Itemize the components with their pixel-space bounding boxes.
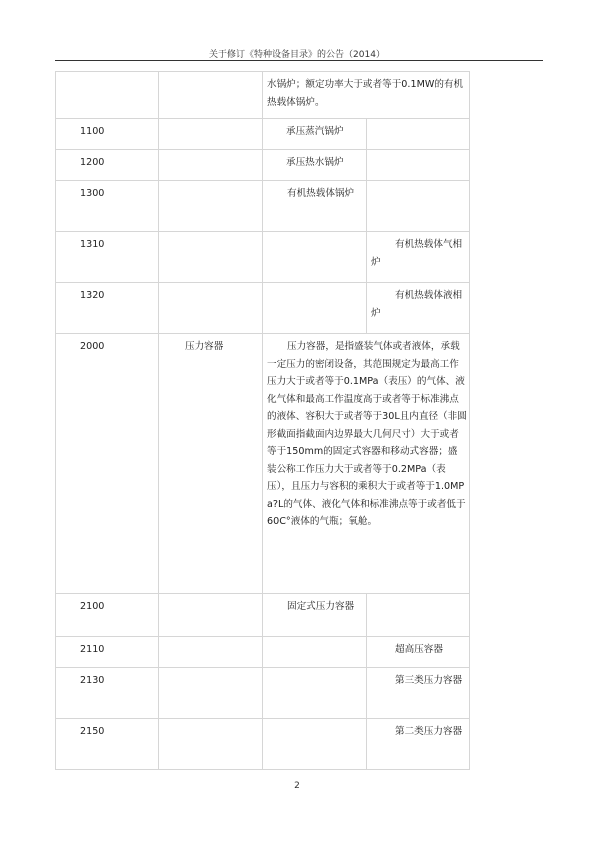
category-cell — [159, 594, 263, 637]
type-cell — [263, 668, 367, 719]
code-cell: 2000 — [56, 334, 159, 594]
type-cell: 承压蒸汽锅炉 — [263, 119, 367, 150]
variety-label: 第二类压力容器 — [395, 726, 463, 737]
code-cell: 1200 — [56, 150, 159, 181]
table-row — [56, 283, 470, 334]
category-cell — [159, 232, 263, 283]
type-cell — [263, 594, 367, 637]
category-cell — [159, 283, 263, 334]
table-row — [56, 150, 470, 181]
header-divider — [55, 60, 543, 61]
code-cell: 2150 — [56, 719, 159, 770]
code-cell: 1100 — [56, 119, 159, 150]
table-row — [56, 334, 470, 594]
type-cell — [263, 232, 367, 283]
variety-cell — [367, 637, 470, 668]
definition-cell — [263, 334, 470, 594]
variety-cell — [367, 119, 470, 150]
category-cell — [159, 72, 263, 119]
variety-label: 有机热载体气相炉 — [371, 239, 463, 268]
variety-label: 有机热载体液相炉 — [371, 290, 463, 319]
equipment-catalog-table — [55, 71, 470, 770]
type-cell — [263, 637, 367, 668]
definition-body: 压力容器，是指盛装气体或者液体，承载一定压力的密闭设备，其范围规定为最高工作压力大于或者等于0.1MPa（表压）的气体、液化气体和最高工作温度高于或者等于标准沸点的液体、容积大于或者等于30L且内直径（非圆形截面指截面内边界最大几何尺寸）大于或者等于150mm的固定式容器和移动式容器；盛装公称工作压力大于或者等于0.2MPa（表压），且压力与容积的乘积大于或者等于1.0MPa?L的气体、液化气体和标准沸点等于或者低于60C°液体的气瓶；氧舱。 — [267, 341, 467, 527]
category-cell — [159, 150, 263, 181]
table-row — [56, 637, 470, 668]
type-cell — [263, 181, 367, 232]
definition-text: 水锅炉；额定功率大于或者等于0.1MW的有机热载体锅炉。 — [267, 79, 464, 108]
code-cell: 1320 — [56, 283, 159, 334]
code-cell — [56, 72, 159, 119]
page-number: 2 — [294, 781, 300, 791]
code-cell: 2100 — [56, 594, 159, 637]
type-label: 有机热载体锅炉 — [287, 188, 355, 199]
category-cell — [159, 181, 263, 232]
type-cell — [263, 283, 367, 334]
variety-label: 第三类压力容器 — [395, 675, 463, 686]
table-row — [56, 232, 470, 283]
category-cell: 压力容器 — [159, 334, 263, 594]
type-cell: 承压热水锅炉 — [263, 150, 367, 181]
variety-cell — [367, 232, 470, 283]
code-cell: 2110 — [56, 637, 159, 668]
table-row — [56, 594, 470, 637]
definition-cell — [263, 72, 470, 119]
type-cell — [263, 719, 367, 770]
table-row — [56, 72, 470, 119]
variety-cell — [367, 594, 470, 637]
variety-cell — [367, 719, 470, 770]
code-cell: 1300 — [56, 181, 159, 232]
variety-cell — [367, 181, 470, 232]
category-cell — [159, 719, 263, 770]
variety-cell — [367, 150, 470, 181]
table-row — [56, 668, 470, 719]
running-header-title: 关于修订《特种设备目录》的公告（2014） — [209, 50, 385, 60]
table-row — [56, 719, 470, 770]
category-cell — [159, 119, 263, 150]
table-row — [56, 181, 470, 232]
category-cell — [159, 668, 263, 719]
code-cell: 2130 — [56, 668, 159, 719]
variety-label: 超高压容器 — [395, 644, 443, 655]
category-cell — [159, 637, 263, 668]
variety-cell — [367, 668, 470, 719]
definition-text — [267, 338, 467, 531]
variety-cell — [367, 283, 470, 334]
code-cell: 1310 — [56, 232, 159, 283]
type-label: 固定式压力容器 — [287, 601, 355, 612]
table-row — [56, 119, 470, 150]
